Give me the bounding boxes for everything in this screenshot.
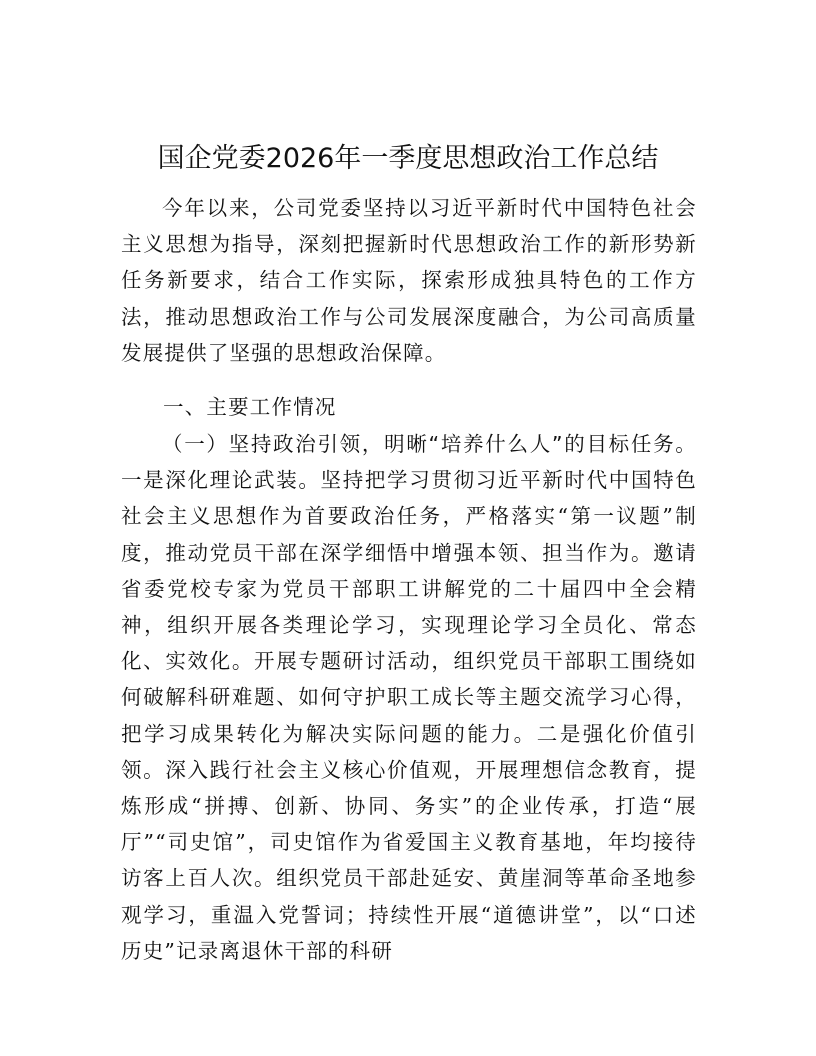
document-title: 国企党委2026年一季度思想政治工作总结 xyxy=(157,143,659,174)
intro-paragraph: 今年以来，公司党委坚持以习近平新时代中国特色社会主义思想为指导，深刻把握新时代思想政治工作的新形势新任务新要求，结合工作实际，探索形成独具特色的工作方法，推动思想政治工作与公司发展深度融合，为公司高质量发展提供了坚强的思想政治保障。 xyxy=(121,196,697,365)
subsection-heading: （一）坚持政治引领，明晰“培养什么人”的目标任务。 xyxy=(162,432,697,456)
subsection-body: 一是深化理论武装。坚持把学习贯彻习近平新时代中国特色社会主义思想作为首要政治任务，严格落实“第一议题”制度，推动党员干部在深学细悟中增强本领、担当作为。邀请省委党校专家为党员干部职工讲解党的二十届四中全会精神，组织开展各类理论学习，实现理论学习全员化、常态化、实效化。开展专题研讨活动，组织党员干部职工围绕如何破解科研难题、如何守护职工成长等主题交流学习心得，把学习成果转化为解决实际问题的能力。二是强化价值引领。深入践行社会主义核心价值观，开展理想信念教育，提炼形成“拼搏、创新、协同、务实”的企业传承，打造“展厅”“司史馆”，司史馆作为省爱国主义教育基地，年均接待访客上百人次。组织党员干部赴延安、黄崖洞等革命圣地参观学习，重温入党誓词；持续性开展“道德讲堂”，以“口述历史”记录离退休干部的科研 xyxy=(121,468,697,963)
subsection-paragraph xyxy=(121,426,697,969)
section-heading: 一、主要工作情况 xyxy=(163,395,337,419)
